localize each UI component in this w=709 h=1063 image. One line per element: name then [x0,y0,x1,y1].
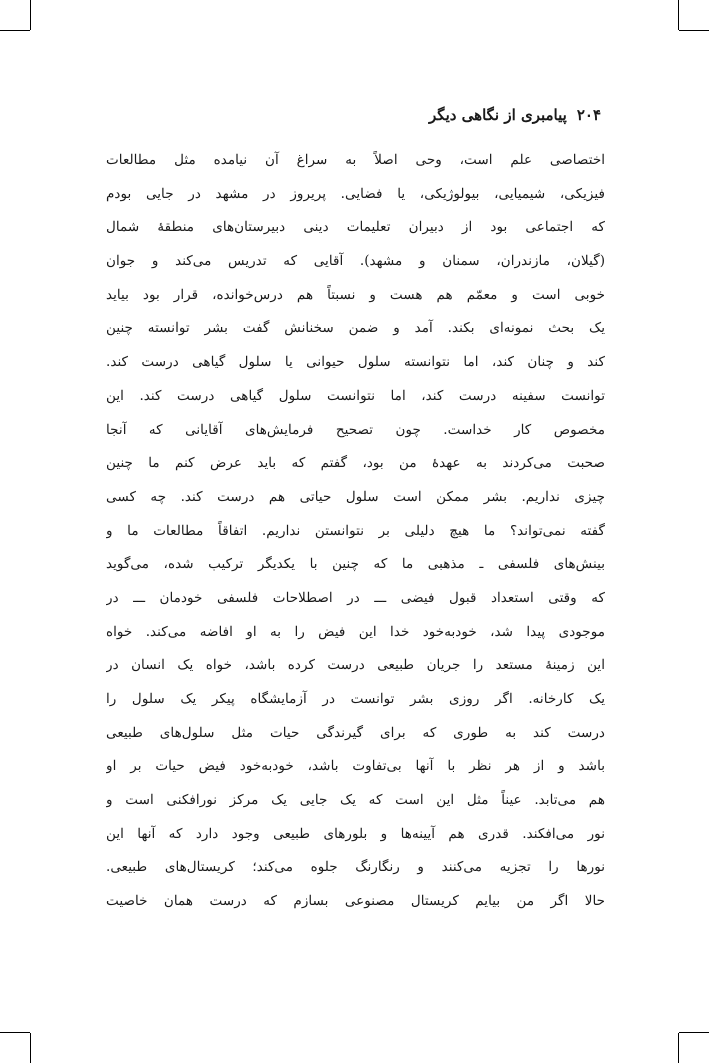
text-line: مخصوص کار خداست. چون تصحیح فرمایش‌های آقایانی که آنجا [106,421,605,438]
text-line: خوبی است و معمّم هم هست و نسبتاً هم درس‌خوانده، قرار بود بیاید [106,286,605,303]
text-line: توانست سفینه درست کند، اما نتوانست سلول گیاهی درست کند. این [106,387,605,404]
crop-mark-top-left-h [0,30,30,31]
page-number: ۲۰۴ [576,106,601,124]
crop-mark-top-right-v [678,0,679,30]
crop-mark-bottom-left-h [0,1032,30,1033]
text-line: درست کند به طوری که برای گیرندگی حیات مثل سلول‌های طبیعی [106,724,605,741]
crop-mark-top-left-v [30,0,31,30]
text-line: یک کارخانه. اگر روزی بشر توانست در آزمایشگاه پیکر یک سلول را [106,691,605,707]
crop-mark-bottom-right-h [679,1032,709,1033]
text-line: موجودی پیدا شد، خودبه‌خود خدا این فیض را به او افاضه می‌کند. خواه [106,623,605,640]
crop-mark-bottom-right-v [678,1033,679,1063]
text-line: بینش‌های فلسفی ـ مذهبی ما که چنین با یکدیگر ترکیب شده، می‌گوید [106,556,605,573]
crop-mark-bottom-left-v [30,1033,31,1063]
text-line: یک بحث نمونه‌ای بکند. آمد و ضمن سخنانش گفت بشر توانسته چنین [106,320,605,337]
body-text [106,144,605,919]
text-line: گفته نمی‌تواند؟ ما هیچ دلیلی بر نتوانستن نداریم. اتفاقاً مطالعات ما و [106,522,605,539]
text-line: صحبت می‌کردند به عهدهٔ من بود، گفتم که باید عرض کنم ما چنین [106,455,605,472]
text-line: فیزیکی، شیمیایی، بیولوژیکی، یا فضایی. پریروز در مشهد در جایی بودم [106,185,605,202]
crop-mark-top-right-h [679,30,709,31]
text-line: نورها را تجزیه می‌کنند و رنگارنگ جلوه می‌کند؛ کریستال‌های طبیعی. [106,859,605,876]
text-line: که وقتی استعداد قبول فیضی ـــ در اصطلاحات فلسفی خودمان ـــ در [106,589,605,606]
text-line: نور می‌افکند. قدری هم آیینه‌ها و بلورهای طبیعی وجود دارد که آنها این [106,825,605,842]
text-line: هم می‌تابد. عیناً مثل این است که یک جایی یک مرکز نورافکنی است و [106,792,605,809]
text-line: (گیلان، مازندران، سمنان و مشهد). آقایی که تدریس می‌کند و جوان [106,253,605,270]
text-line: کند و چنان کند، اما نتوانسته سلول حیوانی یا سلول گیاهی درست کند. [106,354,605,371]
running-header [108,106,601,124]
text-line: که اجتماعی بود از دبیران تعلیمات دینی دبیرستان‌های منطقهٔ شمال [106,219,605,236]
text-line: باشد و از هر نظر با آنها بی‌تفاوت باشد، خودبه‌خود فیض حیات بر او [106,758,605,775]
text-line: چیزی نداریم. بشر ممکن است سلول حیاتی هم درست کند. چه کسی [106,488,605,505]
running-title: پیامبری از نگاهی دیگر [429,106,567,124]
text-line: این زمینهٔ مستعد را جریان طبیعی درست کرده باشد، خواه یک انسان در [106,657,605,674]
text-line: حالا اگر من بیایم کریستال مصنوعی بسازم که درست همان خاصیت [106,893,605,910]
text-line: اختصاصی علم است، وحی اصلاً به سراغ آن نیامده مثل مطالعات [106,152,605,168]
